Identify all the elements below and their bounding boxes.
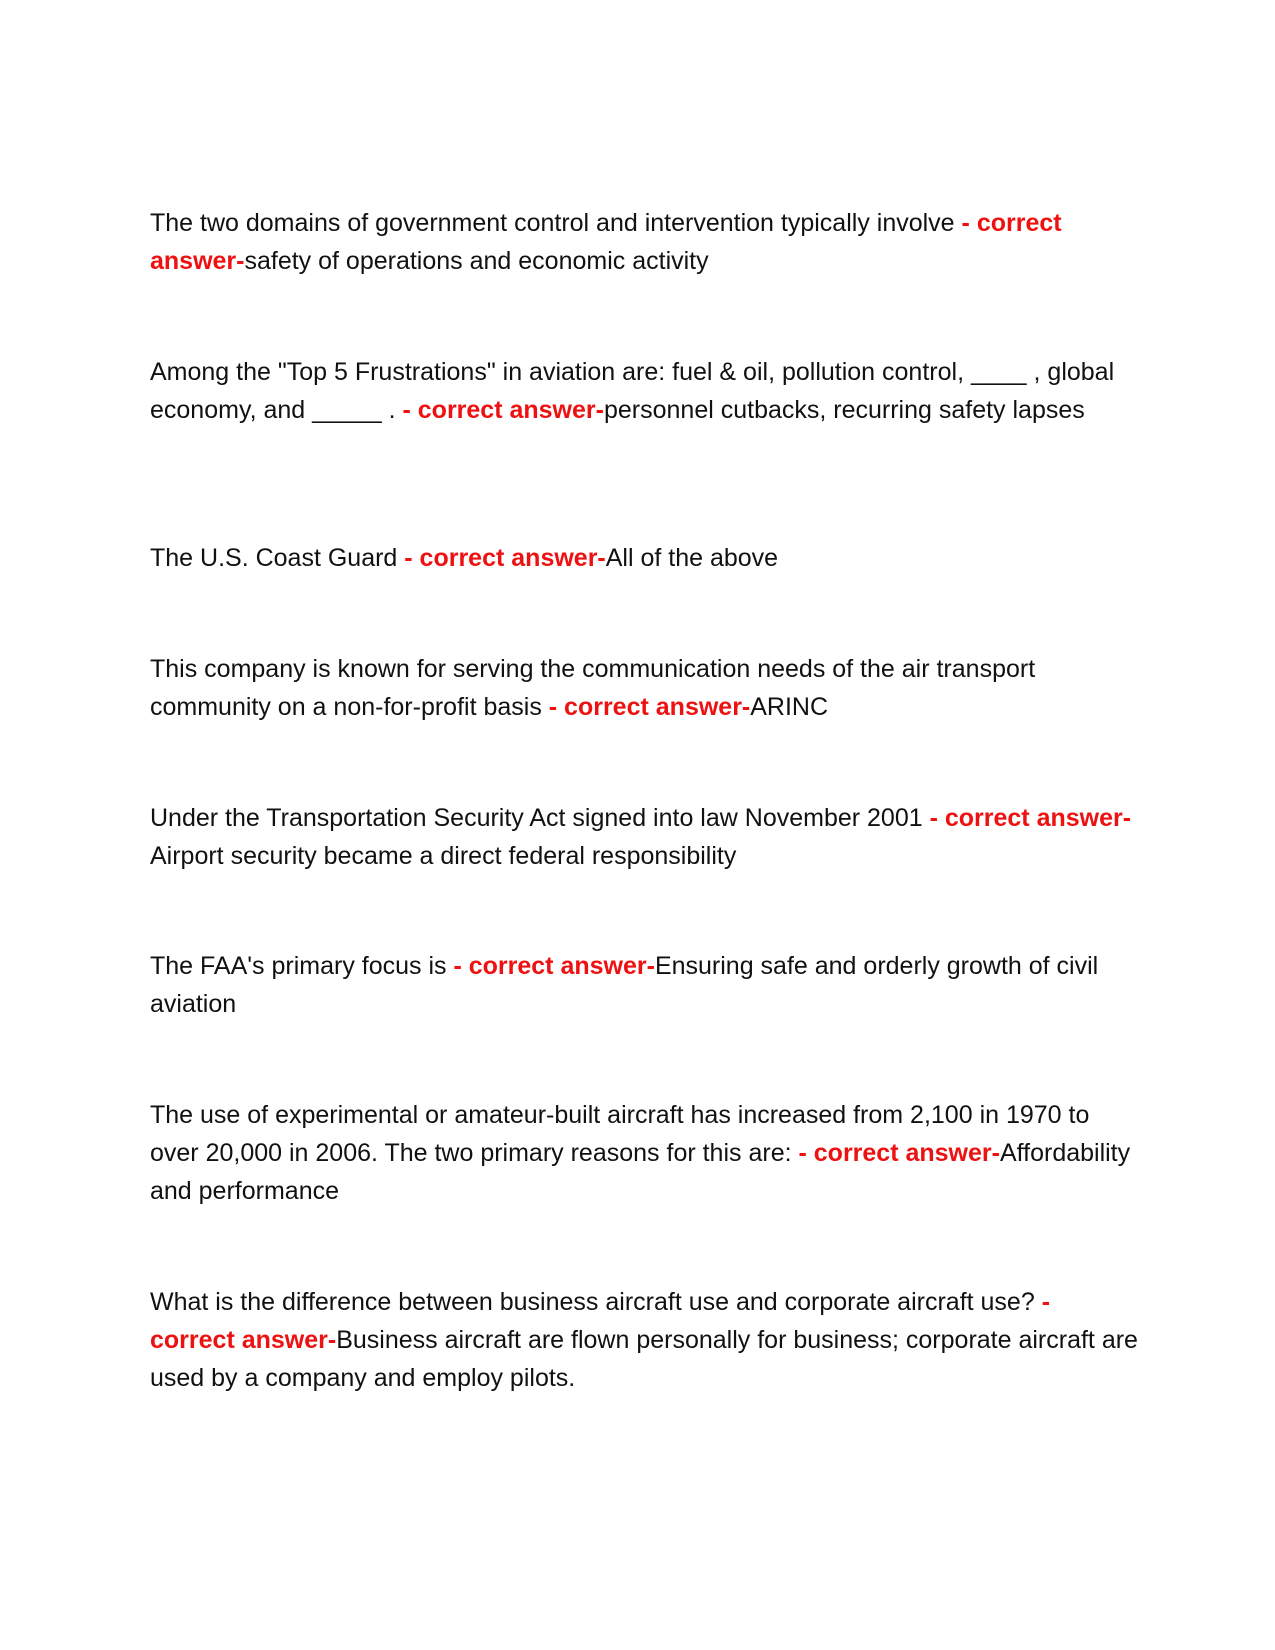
qa-item	[150, 204, 1140, 280]
qa-item	[150, 947, 1140, 1023]
question-text: Under the Transportation Security Act signed into law November 2001	[150, 804, 930, 832]
qa-item	[150, 539, 1140, 577]
correct-answer-marker: - correct answer-	[548, 693, 751, 721]
question-text: The use of experimental or amateur-built aircraft has increased from 2,100 in 1970 to over 20,000 in 2006. The two primary reasons for this are:	[150, 1101, 1090, 1167]
question-text: Among the "Top 5 Frustrations" in aviation are: fuel & oil, pollution control, ____ , global economy, and _____ .	[150, 358, 1115, 424]
answer-text: Airport security became a direct federal responsibility	[150, 842, 737, 870]
qa-item	[150, 1096, 1140, 1210]
qa-item	[150, 799, 1140, 875]
answer-text: Business aircraft are flown personally for business; corporate aircraft are used by a company and employ pilots.	[150, 1326, 1138, 1392]
answer-text: safety of operations and economic activity	[244, 247, 709, 275]
qa-item	[150, 353, 1140, 429]
correct-answer-marker: - correct answer-	[150, 1288, 1051, 1354]
correct-answer-marker: - correct answer-	[150, 209, 1062, 275]
answer-text: All of the above	[605, 544, 779, 572]
qa-item	[150, 1283, 1140, 1397]
correct-answer-marker: - correct answer-	[929, 804, 1132, 832]
question-text: What is the difference between business aircraft use and corporate aircraft use?	[150, 1288, 1042, 1316]
correct-answer-marker: - correct answer-	[798, 1139, 1000, 1167]
question-text: The U.S. Coast Guard	[150, 544, 405, 572]
correct-answer-marker: - correct answer-	[402, 396, 604, 424]
question-text: The FAA's primary focus is	[150, 952, 454, 980]
question-text: The two domains of government control and intervention typically involve	[150, 209, 962, 237]
answer-text: personnel cutbacks, recurring safety lapses	[603, 396, 1085, 424]
correct-answer-marker: - correct answer-	[453, 952, 655, 980]
qa-item	[150, 650, 1140, 726]
answer-text: Affordability and performance	[150, 1139, 1131, 1205]
answer-text: Ensuring safe and orderly growth of civil aviation	[150, 952, 1099, 1018]
answer-text: ARINC	[750, 693, 829, 721]
correct-answer-marker: - correct answer-	[404, 544, 606, 572]
question-text: This company is known for serving the communication needs of the air transport community on a non-for-profit basis	[150, 655, 1036, 721]
